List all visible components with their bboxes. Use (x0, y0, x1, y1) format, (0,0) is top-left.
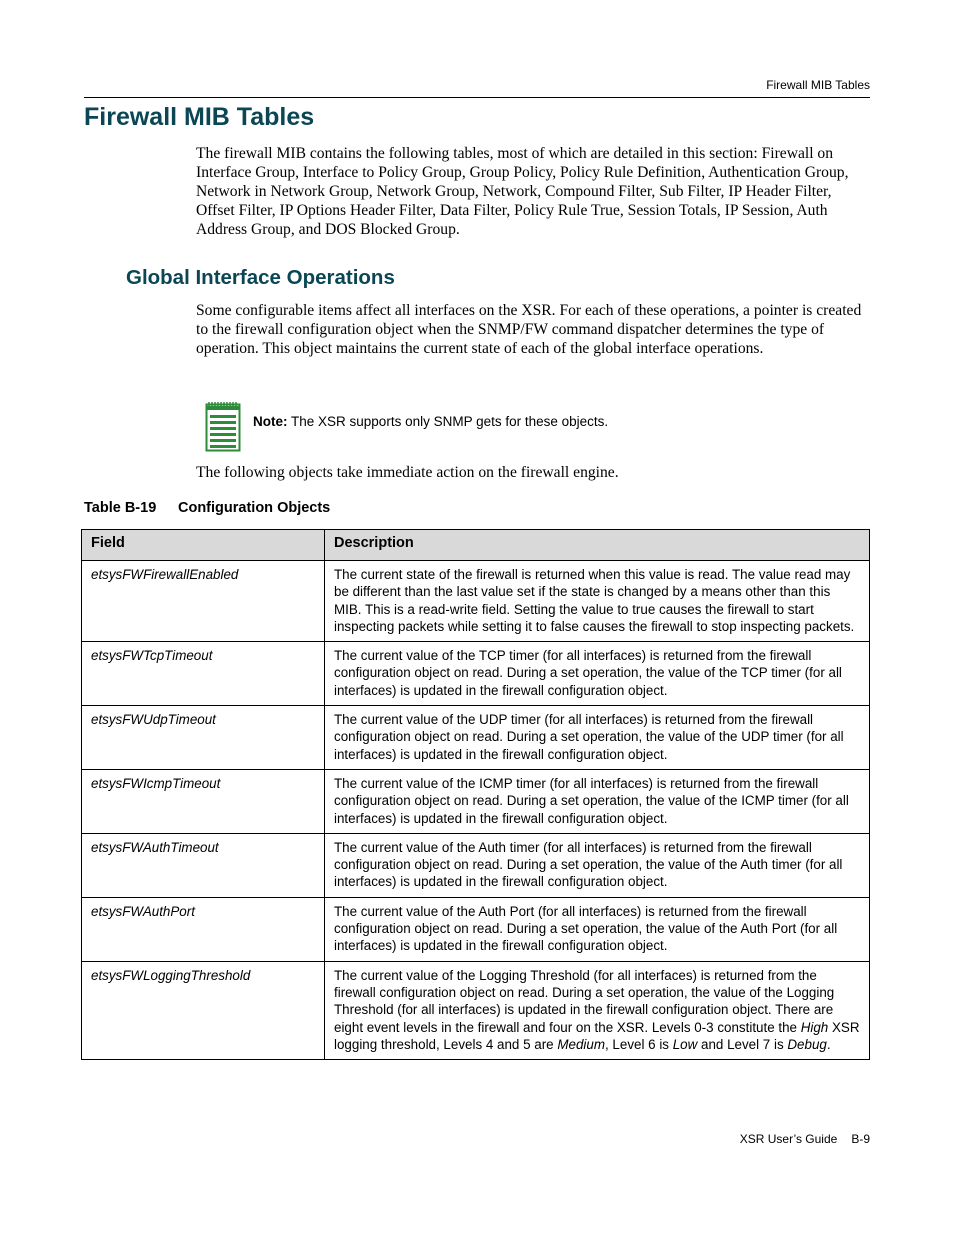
footer-guide: XSR User’s Guide (739, 1132, 838, 1146)
description-cell: The current value of the TCP timer (for all interfaces) is returned from the firewall configuration object on read. During a set operation, the value of the TCP timer (for all interfaces) is updated in the firewall configuration object. (325, 642, 870, 706)
desc-text: The current value of the Logging Threshold (for all interfaces) is returned from the firewall configuration object on read. During a set operation, the value of the Logging Threshold (for all interfaces) is updated in the firewall configuration object. There are eight event levels in the firewall and four on the XSR. Levels 0-3 constitute the (334, 967, 835, 1035)
configuration-objects-table (81, 529, 870, 1060)
desc-emphasis: Medium (557, 1036, 605, 1052)
desc-text: . (826, 1036, 831, 1052)
header-rule (84, 97, 870, 98)
table-row (82, 897, 870, 961)
table-caption-title: Configuration Objects (178, 500, 331, 516)
field-cell: etsysFWTcpTimeout (82, 642, 325, 706)
description-cell: The current value of the UDP timer (for all interfaces) is returned from the firewall configuration object on read. During a set operation, the value of the UDP timer (for all interfaces) is updated in the firewall configuration object. (325, 706, 870, 770)
section-paragraph: Some configurable items affect all interfaces on the XSR. For each of these operations, a pointer is created to the firewall configuration object when the SNMP/FW command dispatcher determines the type of operation. This object maintains the current state of each of the global interface operations. (196, 302, 862, 357)
desc-emphasis: Debug (787, 1036, 827, 1052)
table-row (82, 561, 870, 642)
note-text: The XSR supports only SNMP gets for these objects. (291, 414, 609, 429)
immediate-action-paragraph: The following objects take immediate action on the firewall engine. (196, 464, 619, 481)
field-cell: etsysFWUdpTimeout (82, 706, 325, 770)
table-row (82, 833, 870, 897)
page-title: Firewall MIB Tables (84, 103, 315, 131)
field-cell: etsysFWIcmpTimeout (82, 769, 325, 833)
table-row (82, 706, 870, 770)
footer-page-number: B-9 (851, 1132, 870, 1146)
table-caption (84, 500, 330, 516)
intro-paragraph: The firewall MIB contains the following tables, most of which are detailed in this section: Firewall on Interface Group, Interface to Policy Group, Group Policy, Policy Rule Definition, Authentication Group, Network in Network Group, Network Group, Network, Compound Filter, Sub Filter, IP Header Filter, Offset Filter, IP Options Header Filter, Data Filter, Policy Rule True, Session Totals, IP Session, Auth Address Group, and DOS Blocked Group. (196, 145, 849, 238)
field-cell: etsysFWAuthTimeout (82, 833, 325, 897)
desc-text: and Level 7 is (697, 1036, 788, 1052)
description-cell: The current value of the ICMP timer (for all interfaces) is returned from the firewall configuration object on read. During a set operation, the value of the ICMP timer (for all interfaces) is updated in the firewall configuration object. (325, 769, 870, 833)
desc-emphasis: High (800, 1019, 829, 1035)
note-label: Note: (253, 414, 288, 429)
field-cell: etsysFWLoggingThreshold (82, 961, 325, 1059)
table-caption-number: Table B-19 (84, 500, 157, 516)
section-title: Global Interface Operations (126, 266, 395, 289)
header-description: Description (325, 530, 870, 561)
description-cell (325, 961, 870, 1059)
description-cell: The current value of the Auth timer (for all interfaces) is returned from the firewall configuration object on read. During a set operation, the value of the Auth timer (for all interfaces) is updated in the firewall configuration object. (325, 833, 870, 897)
table-row (82, 769, 870, 833)
description-cell: The current value of the Auth Port (for all interfaces) is returned from the firewall configuration object on read. During a set operation, the value of the Auth Port (for all interfaces) is updated in the firewall configuration object. (325, 897, 870, 961)
note (253, 414, 608, 429)
desc-emphasis: Low (672, 1036, 698, 1052)
table-row (82, 642, 870, 706)
table-header-row (82, 530, 870, 561)
desc-text: , Level 6 is (604, 1036, 673, 1052)
running-header: Firewall MIB Tables (766, 78, 870, 92)
field-cell: etsysFWFirewallEnabled (82, 561, 325, 642)
page-footer (740, 1132, 870, 1146)
header-field: Field (82, 530, 325, 561)
desc-text: XSR logging threshold, Levels 4 and 5 are (334, 1019, 860, 1052)
description-cell: The current state of the firewall is returned when this value is read. The value read may be different than the last value set if the state is changed by a means other than this MIB. This is a read-write field. Setting the value to true causes the firewall to start inspecting packets while setting it to false causes the firewall to stop inspecting packets. (325, 561, 870, 642)
table-row (82, 961, 870, 1059)
notepad-icon (205, 400, 243, 452)
field-cell: etsysFWAuthPort (82, 897, 325, 961)
